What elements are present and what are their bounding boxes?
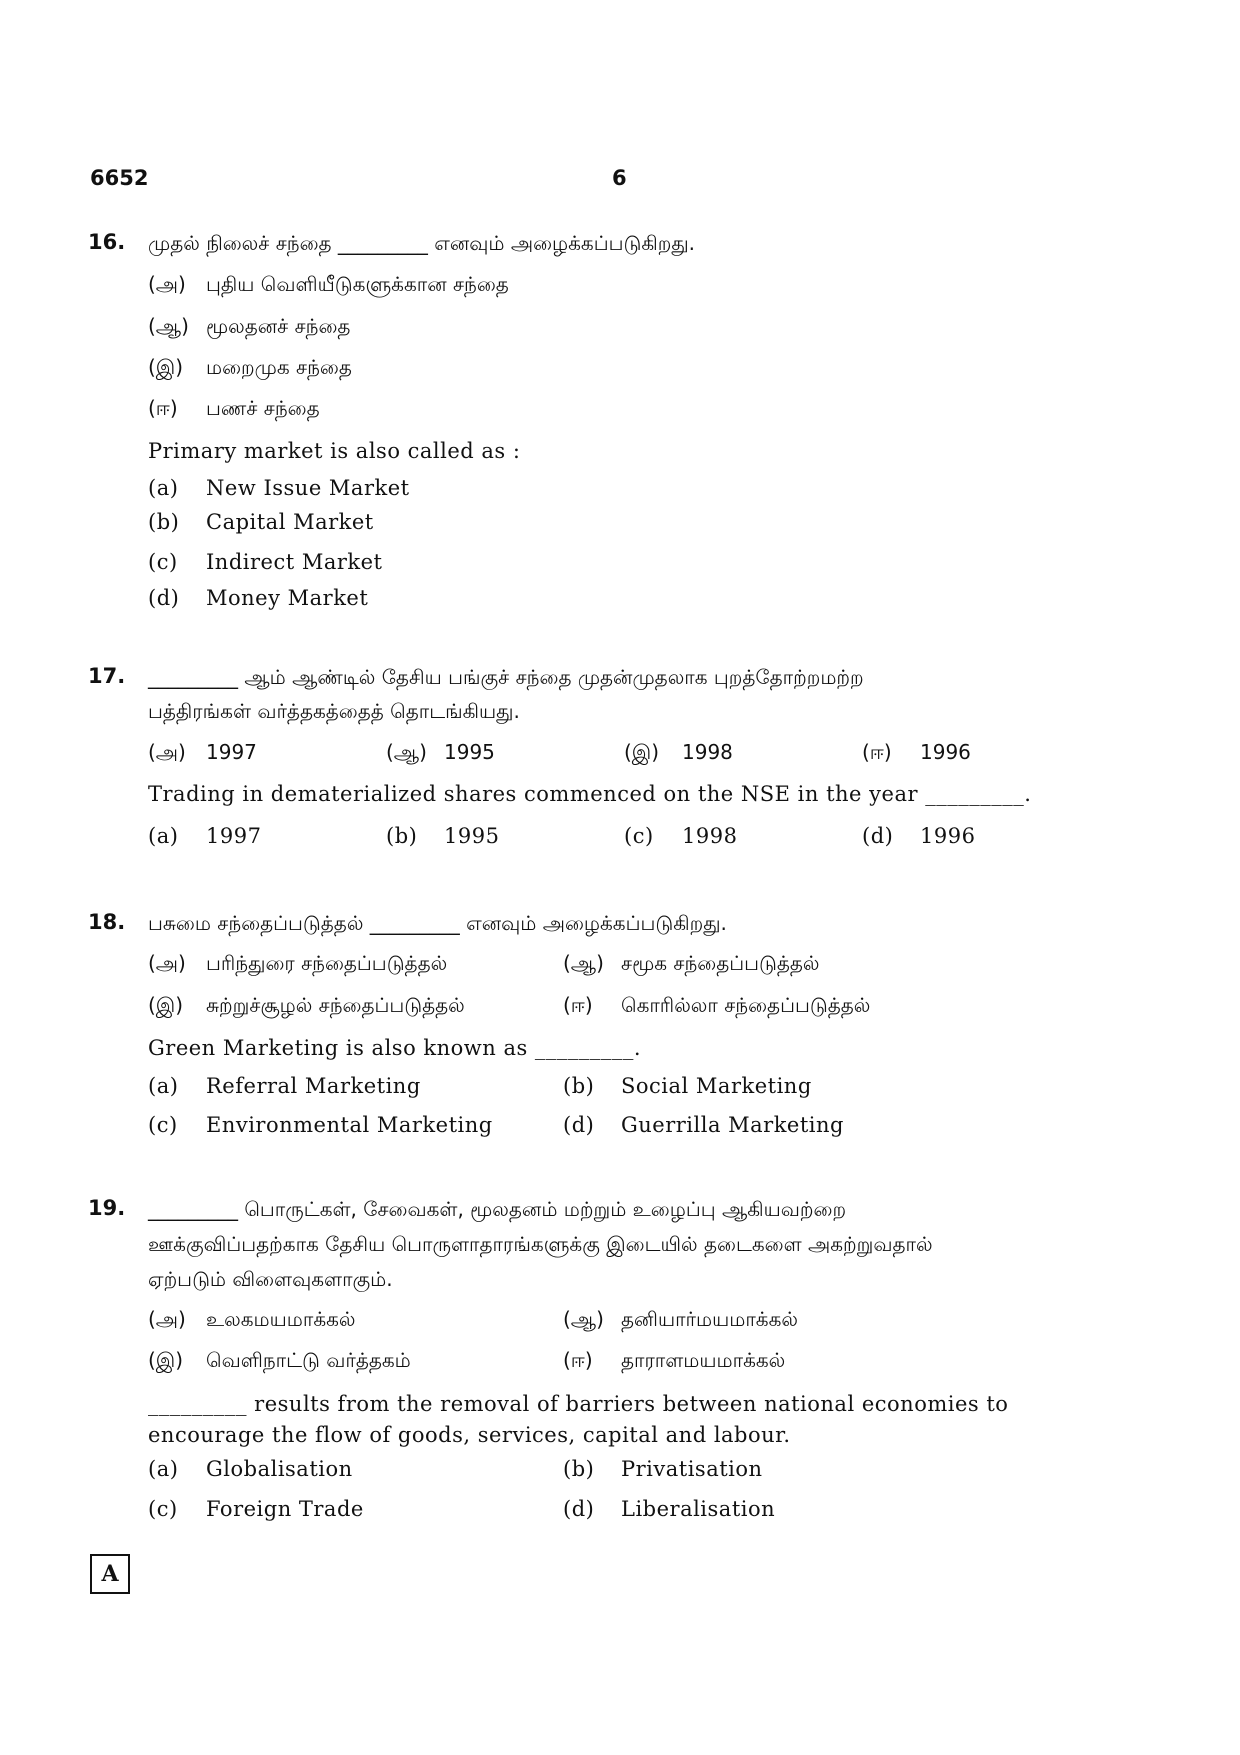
q18-tamil-option-c: (இ) சுற்றுச்சூழல் சந்தைப்படுத்தல் [148, 993, 465, 1017]
q16-english-option-b: (b) Capital Market [148, 510, 374, 534]
page-number: 6 [612, 166, 627, 190]
q17-english-stem: Trading in dematerialized shares commenced on the NSE in the year _________. [148, 782, 1032, 806]
q19-tamil-option-c: (இ) வெளிநாட்டு வர்த்தகம் [148, 1348, 411, 1372]
q16-tamil-option-d: (ஈ) பணச் சந்தை [148, 396, 320, 420]
q19-tamil-option-b: (ஆ) தனியார்மயமாக்கல் [563, 1307, 798, 1331]
q17-tamil-option-b: (ஆ) 1995 [386, 740, 495, 764]
q16-tamil-option-b: (ஆ) மூலதனச் சந்தை [148, 314, 351, 338]
q17-english-option-a: (a) 1997 [148, 824, 262, 848]
question-number-19: 19. [88, 1196, 126, 1220]
q18-english-option-c: (c) Environmental Marketing [148, 1113, 493, 1137]
q17-tamil-option-a: (அ) 1997 [148, 740, 257, 764]
question-number-17: 17. [88, 664, 126, 688]
q19-tamil-stem-line-1: _________ பொருட்கள், சேவைகள், மூலதனம் மற்றும் உழைப்பு ஆகியவற்றை [148, 1197, 847, 1221]
q17-english-option-b: (b) 1995 [386, 824, 500, 848]
q17-english-option-d: (d) 1996 [862, 824, 976, 848]
q19-tamil-option-d: (ஈ) தாராளமயமாக்கல் [563, 1348, 786, 1372]
q19-english-option-d: (d) Liberalisation [563, 1497, 776, 1521]
q17-english-option-c: (c) 1998 [624, 824, 738, 848]
q18-tamil-stem: பசுமை சந்தைப்படுத்தல் _________ எனவும் அழைக்கப்படுகிறது. [148, 911, 727, 935]
q19-tamil-option-a: (அ) உலகமயமாக்கல் [148, 1307, 356, 1331]
paper-code: 6652 [90, 166, 149, 190]
q17-tamil-stem-line-2: பத்திரங்கள் வர்த்தகத்தைத் தொடங்கியது. [148, 699, 520, 723]
q18-tamil-option-d: (ஈ) கொரில்லா சந்தைப்படுத்தல் [563, 993, 871, 1017]
q16-english-option-c: (c) Indirect Market [148, 550, 383, 574]
q19-english-option-a: (a) Globalisation [148, 1457, 353, 1481]
q19-english-option-c: (c) Foreign Trade [148, 1497, 364, 1521]
question-number-16: 16. [88, 230, 126, 254]
q16-tamil-option-a: (அ) புதிய வெளியீடுகளுக்கான சந்தை [148, 272, 509, 296]
q18-english-option-a: (a) Referral Marketing [148, 1074, 421, 1098]
q16-english-stem: Primary market is also called as : [148, 439, 521, 463]
q19-english-option-b: (b) Privatisation [563, 1457, 763, 1481]
q17-tamil-stem-line-1: _________ ஆம் ஆண்டில் தேசிய பங்குச் சந்தை முதன்முதலாக புறத்தோற்றமற்ற [148, 665, 864, 689]
q19-tamil-stem-line-2: ஊக்குவிப்பதற்காக தேசிய பொருளாதாரங்களுக்கு இடையில் தடைகளை அகற்றுவதால் [148, 1232, 933, 1256]
q16-english-option-a: (a) New Issue Market [148, 476, 410, 500]
question-number-18: 18. [88, 910, 126, 934]
q17-tamil-option-c: (இ) 1998 [624, 740, 733, 764]
q18-english-option-d: (d) Guerrilla Marketing [563, 1113, 844, 1137]
q19-english-stem-line-2: encourage the flow of goods, services, capital and labour. [148, 1423, 791, 1447]
q18-tamil-option-b: (ஆ) சமூக சந்தைப்படுத்தல் [563, 951, 820, 975]
q19-english-stem-line-1: _________ results from the removal of barriers between national economies to [148, 1392, 1009, 1416]
question-series-box: A [90, 1554, 130, 1594]
q18-english-option-b: (b) Social Marketing [563, 1074, 812, 1098]
q18-english-stem: Green Marketing is also known as _________. [148, 1036, 642, 1060]
q18-tamil-option-a: (அ) பரிந்துரை சந்தைப்படுத்தல் [148, 951, 448, 975]
q16-tamil-option-c: (இ) மறைமுக சந்தை [148, 355, 352, 379]
q17-tamil-option-d: (ஈ) 1996 [862, 740, 971, 764]
q16-tamil-stem: முதல் நிலைச் சந்தை _________ எனவும் அழைக்கப்படுகிறது. [148, 231, 696, 255]
q16-english-option-d: (d) Money Market [148, 586, 369, 610]
q19-tamil-stem-line-3: ஏற்படும் விளைவுகளாகும். [148, 1267, 393, 1291]
